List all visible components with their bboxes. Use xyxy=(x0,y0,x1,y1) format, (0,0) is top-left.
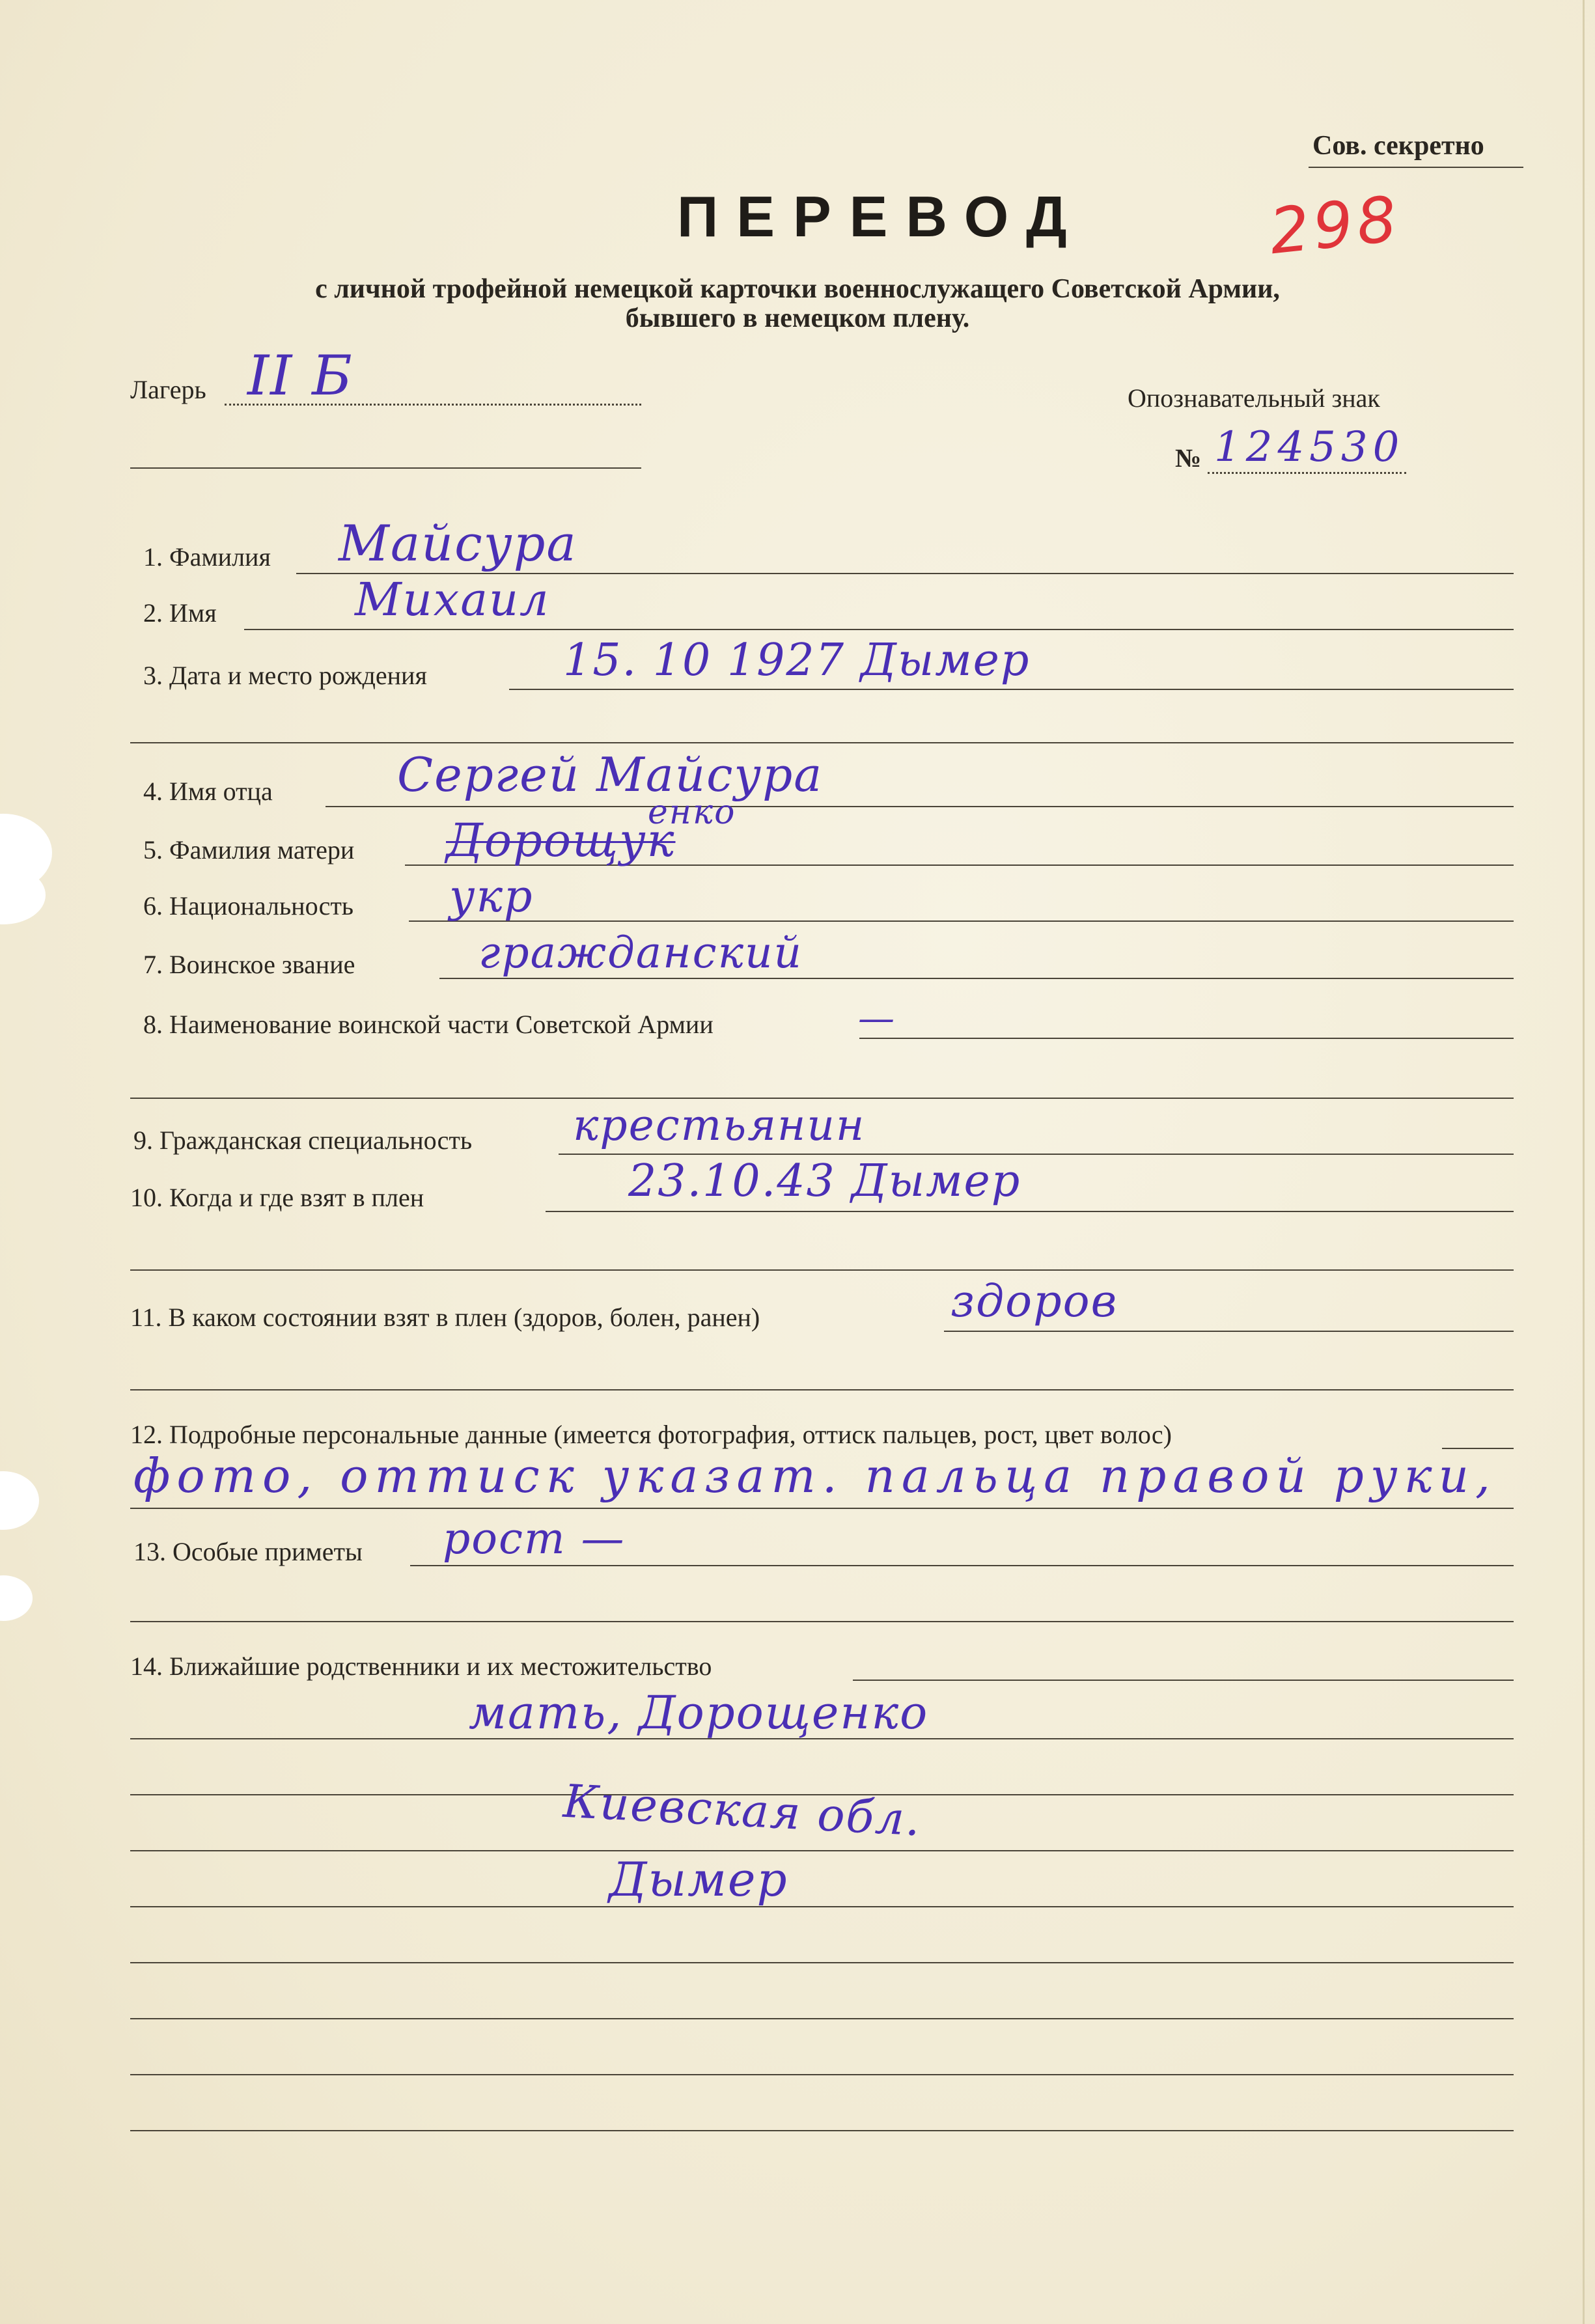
subtitle-line-1: с личной трофейной немецкой карточки военнослужащего Советской Армии, xyxy=(315,274,1280,304)
field-6-line xyxy=(409,920,1514,922)
classification-mark: Сов. секретно xyxy=(1312,131,1484,161)
field-4-label: 4. Имя отца xyxy=(143,777,273,806)
field-1-label: 1. Фамилия xyxy=(143,542,271,572)
field-13-extra-line xyxy=(130,1621,1514,1622)
relatives-line-5 xyxy=(130,1962,1514,1963)
field-2-label: 2. Имя xyxy=(143,598,217,628)
field-10-label: 10. Когда и где взят в плен xyxy=(130,1183,424,1212)
red-handwritten-number: 298 xyxy=(1266,182,1404,269)
relatives-town: Дымер xyxy=(609,1852,788,1907)
camp-second-line xyxy=(130,467,641,469)
relatives-line-4 xyxy=(130,1906,1514,1907)
field-13-value: рост — xyxy=(443,1514,626,1564)
field-2-line xyxy=(244,629,1514,630)
field-7-line xyxy=(439,978,1514,979)
field-13-line xyxy=(410,1565,1514,1566)
field-7-value: гражданский xyxy=(478,928,803,978)
field-7-label: 7. Воинское звание xyxy=(143,950,355,979)
classification-underline xyxy=(1309,167,1523,168)
field-9-label: 9. Гражданская специальность xyxy=(133,1126,473,1155)
field-5-label: 5. Фамилия матери xyxy=(143,835,355,865)
field-3-label: 3. Дата и место рождения xyxy=(143,661,427,690)
field-6-label: 6. Национальность xyxy=(143,891,354,920)
field-3-line xyxy=(509,689,1514,690)
field-13-label: 13. Особые приметы xyxy=(133,1537,363,1566)
field-14-label: 14. Ближайшие родственники и их местожительство xyxy=(130,1652,712,1681)
field-8-label: 8. Наименование воинской части Советской Армии xyxy=(143,1010,714,1039)
field-9-line xyxy=(559,1154,1514,1155)
field-4-line xyxy=(326,806,1514,807)
id-number-value: 124530 xyxy=(1214,423,1405,471)
camp-value: II Б xyxy=(247,344,354,408)
field-11-extra-line xyxy=(130,1389,1514,1390)
relatives-line-7 xyxy=(130,2074,1514,2075)
field-12-extra-line xyxy=(130,1508,1514,1509)
field-12-label: 12. Подробные персональные данные (имеется фотография, оттиск пальцев, рост, цвет волос) xyxy=(130,1420,1172,1449)
subtitle-line-2: бывшего в немецком плену. xyxy=(625,303,970,333)
relatives-line-6 xyxy=(130,2018,1514,2019)
id-mark-label: Опознавательный знак xyxy=(1128,383,1380,413)
field-10-extra-line xyxy=(130,1269,1514,1271)
field-11-label: 11. В каком состоянии взят в плен (здоров, болен, ранен) xyxy=(130,1303,760,1332)
field-14-line xyxy=(853,1680,1514,1681)
field-8-line xyxy=(859,1038,1514,1039)
document-title: ПЕРЕВОД xyxy=(677,184,1085,249)
field-6-value: укр xyxy=(449,871,534,922)
field-10-value: 23.10.43 Дымер xyxy=(628,1155,1021,1207)
field-14-value: мать, Дорощенко xyxy=(469,1686,929,1739)
field-11-line xyxy=(944,1331,1514,1332)
id-number-dotted-line xyxy=(1208,472,1406,474)
relatives-region: Киевская обл. xyxy=(562,1774,923,1847)
field-10-line xyxy=(546,1211,1514,1212)
field-1-value: Майсура xyxy=(339,514,577,572)
field-8-extra-line xyxy=(130,1098,1514,1099)
relatives-line-1 xyxy=(130,1738,1514,1739)
id-number-sign: № xyxy=(1175,443,1202,473)
field-11-value: здоров xyxy=(950,1276,1118,1327)
field-3-value: 15. 10 1927 Дымер xyxy=(563,635,1031,686)
field-8-value: — xyxy=(858,997,896,1040)
field-4-value: Сергей Майсура xyxy=(397,747,824,802)
field-5-value: Дорощук xyxy=(446,814,676,867)
relatives-line-8 xyxy=(130,2130,1514,2131)
field-3-extra-line xyxy=(130,742,1514,743)
field-5-correction: енко xyxy=(648,793,736,832)
camp-label: Лагерь xyxy=(130,375,206,404)
field-2-value: Михаил xyxy=(355,573,550,626)
field-9-value: крестьянин xyxy=(573,1100,866,1150)
field-12-value: фото, оттиск указат. пальца правой руки, xyxy=(133,1448,1497,1503)
relatives-line-3 xyxy=(130,1850,1514,1851)
